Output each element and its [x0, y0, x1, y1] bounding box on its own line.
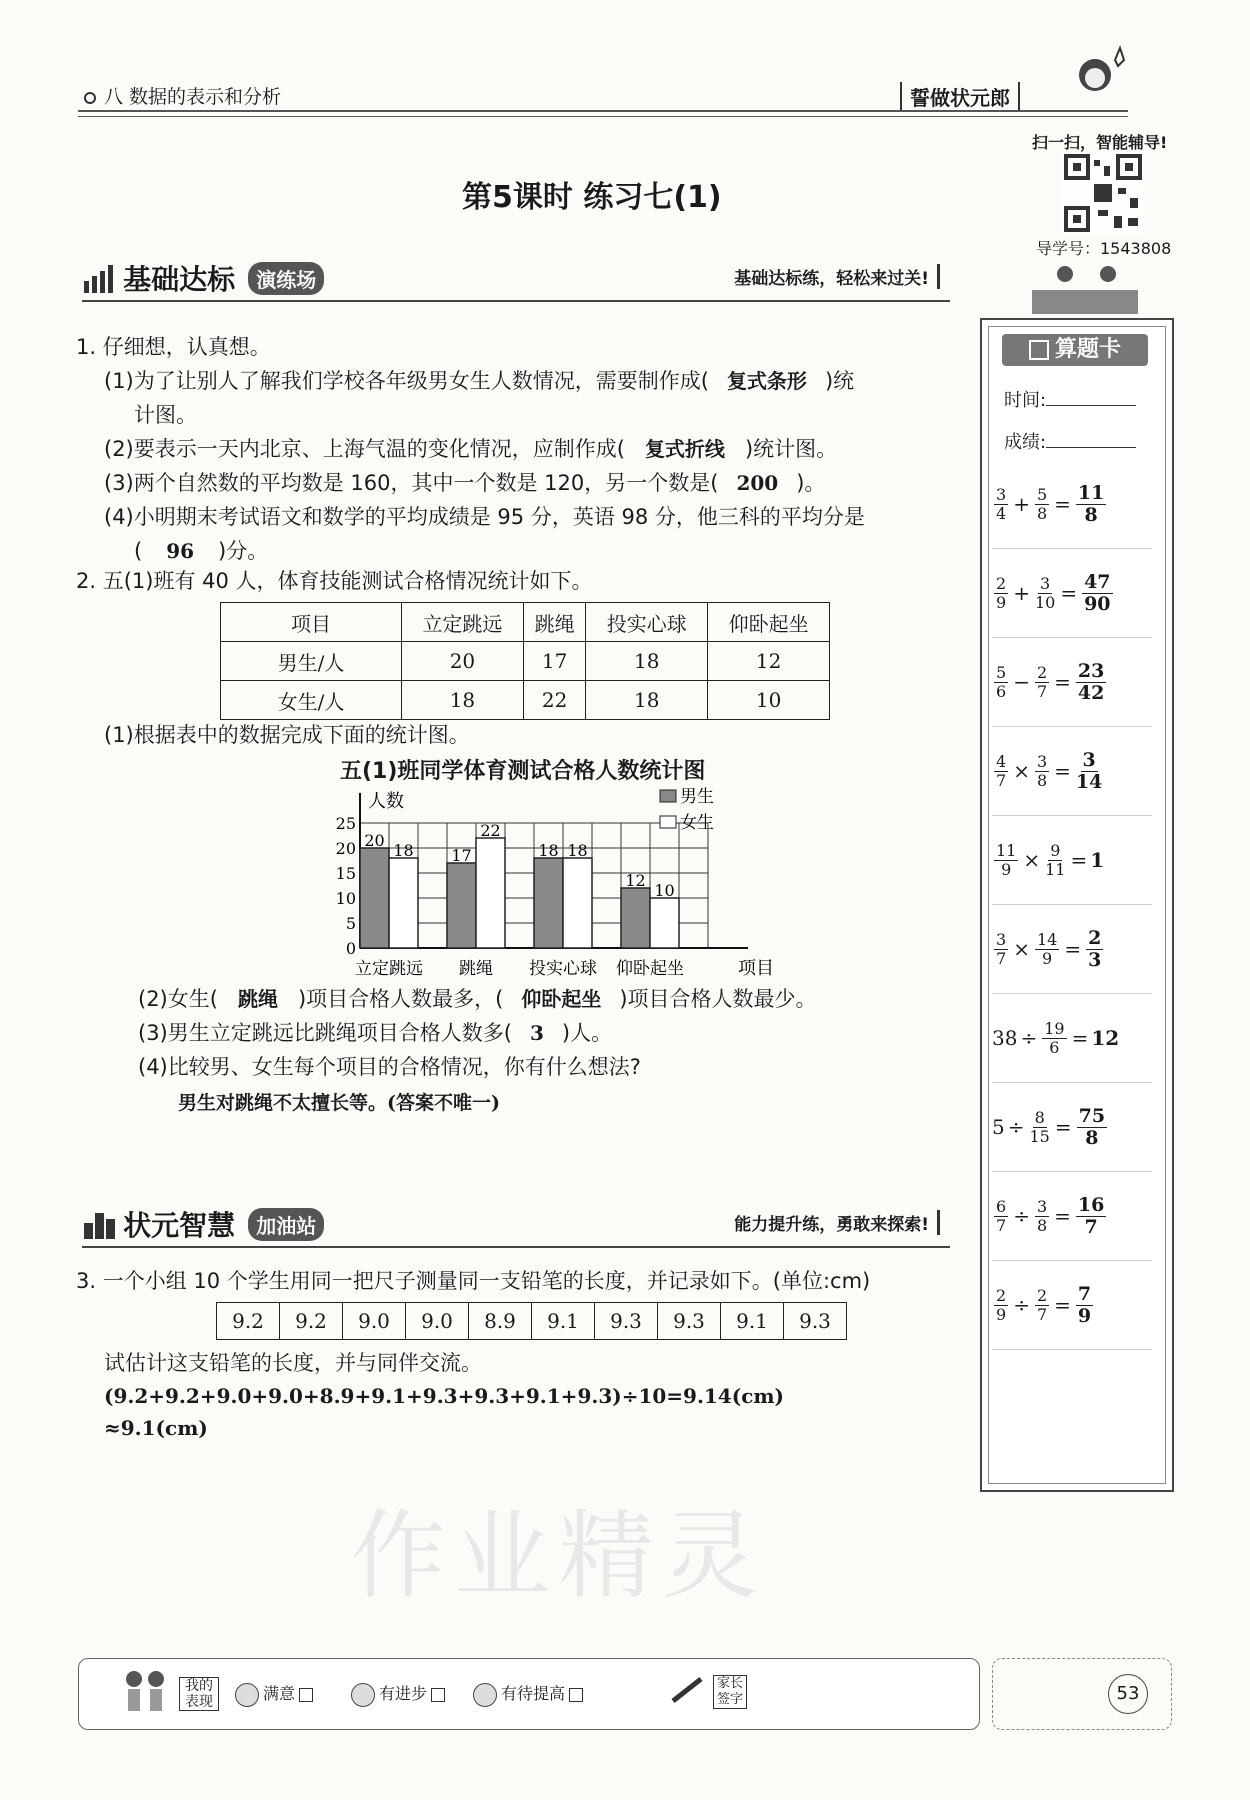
calc-equation: $\frac{11}{9}$ × $\frac{9}{11}$ = 1 [992, 816, 1152, 905]
x-category-label: 投实心球 [529, 959, 597, 979]
y-tick-label: 20 [335, 839, 356, 858]
measurement-cell: 9.3 [658, 1303, 721, 1340]
calc-equation: $\frac{2}{9}$ ÷ $\frac{2}{7}$ = $\frac{7}{9}$ [992, 1261, 1152, 1350]
q3-values-table [216, 1302, 847, 1340]
calc-equation: $\frac{2}{9}$ + $\frac{3}{10}$ = $\frac{47}{90}$ [992, 549, 1152, 638]
section1-slogan: 基础达标练，轻松来过关! [734, 264, 940, 289]
section1-name: 基础达标 [123, 263, 236, 296]
measurement-cell: 8.9 [469, 1303, 532, 1340]
option-progress[interactable]: 有进步 [351, 1681, 445, 1707]
bars-icon [82, 263, 118, 293]
calc-equation: $\frac{5}{6}$ − $\frac{2}{7}$ = $\frac{23}{42}$ [992, 638, 1152, 727]
y-tick-label: 5 [345, 914, 356, 933]
calc-card [980, 318, 1174, 1492]
bar-label-girls: 10 [654, 881, 675, 900]
calculator-icon [1029, 340, 1049, 360]
answer-3-line2: ≈9.1(cm) [104, 1416, 208, 1440]
option-improve[interactable]: 有待提高 [473, 1681, 583, 1707]
measurement-cell: 9.1 [721, 1303, 784, 1340]
answer-2-2b: 仰卧起坐 [521, 987, 602, 1011]
y-tick-label: 10 [335, 889, 356, 908]
q2-table [220, 602, 830, 720]
progress-checkbox[interactable] [431, 1688, 445, 1702]
bar-girls [389, 858, 418, 948]
chart-title: 五(1)班同学体育测试合格人数统计图 [340, 759, 706, 784]
answer-3-line1: (9.2+9.2+9.0+9.0+8.9+9.1+9.3+9.3+9.1+9.3)÷10=9.14(cm) [104, 1384, 785, 1408]
q3-prompt: 试估计这支铅笔的长度，并与同伴交流。 [104, 1351, 482, 1375]
page-number: 53 [1108, 1674, 1148, 1714]
section1-header [82, 258, 950, 304]
mascot-icon [1060, 40, 1130, 110]
bar-boys [447, 863, 476, 948]
answer-1-2: 复式折线 [644, 437, 725, 461]
answer-1-3: 200 [736, 471, 779, 495]
calc-equation: $\frac{6}{7}$ ÷ $\frac{3}{8}$ = $\frac{16}{7}$ [992, 1172, 1152, 1261]
q1: 1. 仔细想，认真想。 (1)为了让别人了解我们学校各年级男女生人数情况，需要制作成( 复式条形 )统 计图。 (2)要表示一天内北京、上海气温的变化情况，应制作成( 复式折线 )统计图。 (3)两个自然数的平均数是 160，其中一个数是 120，另一个数是( 200 )。 (4)小明期末考试语文和数学的平均成绩是 95 分，英语 98 分，他三科的平均分是 ( 96 )分。 [76, 330, 956, 568]
table-row [217, 1303, 847, 1340]
answer-2-2a: 跳绳 [237, 987, 278, 1011]
grin-icon [351, 1683, 375, 1707]
parent-sign-label: 家长签字 [713, 1675, 747, 1709]
calc-equation: $\frac{3}{4}$ + $\frac{5}{8}$ = $\frac{11}{8}$ [992, 460, 1152, 549]
legend-label-boys: 男生 [680, 787, 714, 807]
bar-girls [650, 898, 679, 948]
smile-icon [235, 1683, 259, 1707]
bar-label-boys: 17 [451, 846, 472, 865]
header-dot-icon [84, 92, 96, 104]
bar-label-boys: 18 [538, 841, 559, 860]
x-category-label: 跳绳 [459, 959, 493, 979]
bar-label-girls: 22 [480, 821, 501, 840]
answer-2-4: 男生对跳绳不太擅长等。(答案不唯一) [178, 1092, 500, 1114]
x-axis-label: 项目 [738, 958, 774, 979]
bar-chart [300, 780, 800, 980]
answer-1-4: 96 [166, 539, 195, 563]
scan-text: 扫一扫，智能辅导! [1032, 133, 1168, 152]
bar-girls [476, 838, 505, 948]
q2-sub3: (3)男生立定跳远比跳绳项目合格人数多( 3 )人。 [138, 1021, 613, 1045]
guide-number: 导学号：1543808 [1036, 239, 1172, 258]
watermark: 作业精灵 [350, 1500, 766, 1612]
my-performance-label: 我的表现 [179, 1677, 219, 1711]
y-axis-label: 人数 [368, 791, 404, 812]
calc-equation: 5 ÷ $\frac{8}{15}$ = $\frac{75}{8}$ [992, 1083, 1152, 1172]
page-title: 第5课时 练习七(1) [462, 180, 722, 215]
y-tick-label: 15 [335, 864, 356, 883]
header-rule [78, 110, 1128, 117]
bar-label-girls: 18 [393, 841, 414, 860]
answer-2-3: 3 [529, 1021, 544, 1045]
score-label: 成绩: [1004, 428, 1136, 454]
calc-equation: $\frac{3}{7}$ × $\frac{14}{9}$ = $\frac{2}{3}$ [992, 905, 1152, 994]
header-brand: 誓做状元郎 [900, 82, 1020, 111]
calc-equation: 38 ÷ $\frac{19}{6}$ = 12 [992, 994, 1152, 1083]
legend-swatch-boys [660, 790, 676, 802]
q2-sub1: (1)根据表中的数据完成下面的统计图。 [104, 723, 470, 747]
x-category-label: 仰卧起坐 [616, 959, 684, 979]
measurement-cell: 9.0 [343, 1303, 406, 1340]
measurement-cell: 9.0 [406, 1303, 469, 1340]
pen-icon [669, 1675, 705, 1709]
section2-header [82, 1204, 950, 1250]
measurement-cell: 9.2 [280, 1303, 343, 1340]
bar-boys [621, 888, 650, 948]
bar-boys [534, 858, 563, 948]
bar-boys [360, 848, 389, 948]
section2-slogan: 能力提升练，勇敢来探索! [734, 1210, 940, 1235]
q3-head: 3. 一个小组 10 个学生用同一把尺子测量同一支铅笔的长度，并记录如下。(单位:cm) [76, 1269, 871, 1293]
measurement-cell: 9.2 [217, 1303, 280, 1340]
calc-equation: $\frac{4}{7}$ × $\frac{3}{8}$ = $\frac{3}{14}$ [992, 727, 1152, 816]
section2-name: 状元智慧 [123, 1209, 236, 1242]
table-row: 女生/人 18 22 18 10 [221, 681, 830, 720]
kids-icon [123, 1667, 167, 1725]
y-tick-label: 0 [345, 939, 356, 958]
bar-label-boys: 20 [364, 831, 385, 850]
x-category-label: 立定跳远 [355, 959, 423, 979]
improve-checkbox[interactable] [569, 1688, 583, 1702]
table-row: 男生/人 20 17 18 12 [221, 642, 830, 681]
bar-label-girls: 18 [567, 841, 588, 860]
bar-girls [563, 858, 592, 948]
legend-label-girls: 女生 [680, 813, 714, 833]
satisfied-checkbox[interactable] [299, 1688, 313, 1702]
footer-bar [78, 1658, 980, 1730]
measurement-cell: 9.1 [532, 1303, 595, 1340]
q2-sub2: (2)女生( 跳绳 )项目合格人数最多，( 仰卧起坐 )项目合格人数最少。 [138, 987, 817, 1011]
measurement-cell: 9.3 [784, 1303, 847, 1340]
option-satisfied[interactable]: 满意 [235, 1681, 313, 1707]
q1-head: 1. 仔细想，认真想。 [76, 335, 271, 359]
q2-head: 2. 五(1)班有 40 人，体育技能测试合格情况统计如下。 [76, 569, 593, 593]
table-header-row: 项目 立定跳远 跳绳 投实心球 仰卧起坐 [221, 603, 830, 642]
section1-badge: 演练场 [248, 262, 324, 295]
time-label: 时间: [1004, 386, 1136, 412]
bar-label-boys: 12 [625, 871, 646, 890]
y-tick-label: 25 [335, 814, 356, 833]
measurement-cell: 9.3 [595, 1303, 658, 1340]
card-illustration [1030, 258, 1140, 316]
podium-icon [82, 1209, 118, 1239]
calc-card-title: 算题卡 [1002, 334, 1148, 366]
answer-1-1: 复式条形 [726, 369, 807, 393]
legend-swatch-girls [660, 816, 676, 828]
q2-sub4: (4)比较男、女生每个项目的合格情况，你有什么想法? [138, 1055, 641, 1079]
qr-code-icon[interactable] [1062, 152, 1144, 234]
neutral-face-icon [473, 1683, 497, 1707]
header-unit: 八 数据的表示和分析 [84, 82, 281, 109]
section2-badge: 加油站 [248, 1208, 324, 1241]
